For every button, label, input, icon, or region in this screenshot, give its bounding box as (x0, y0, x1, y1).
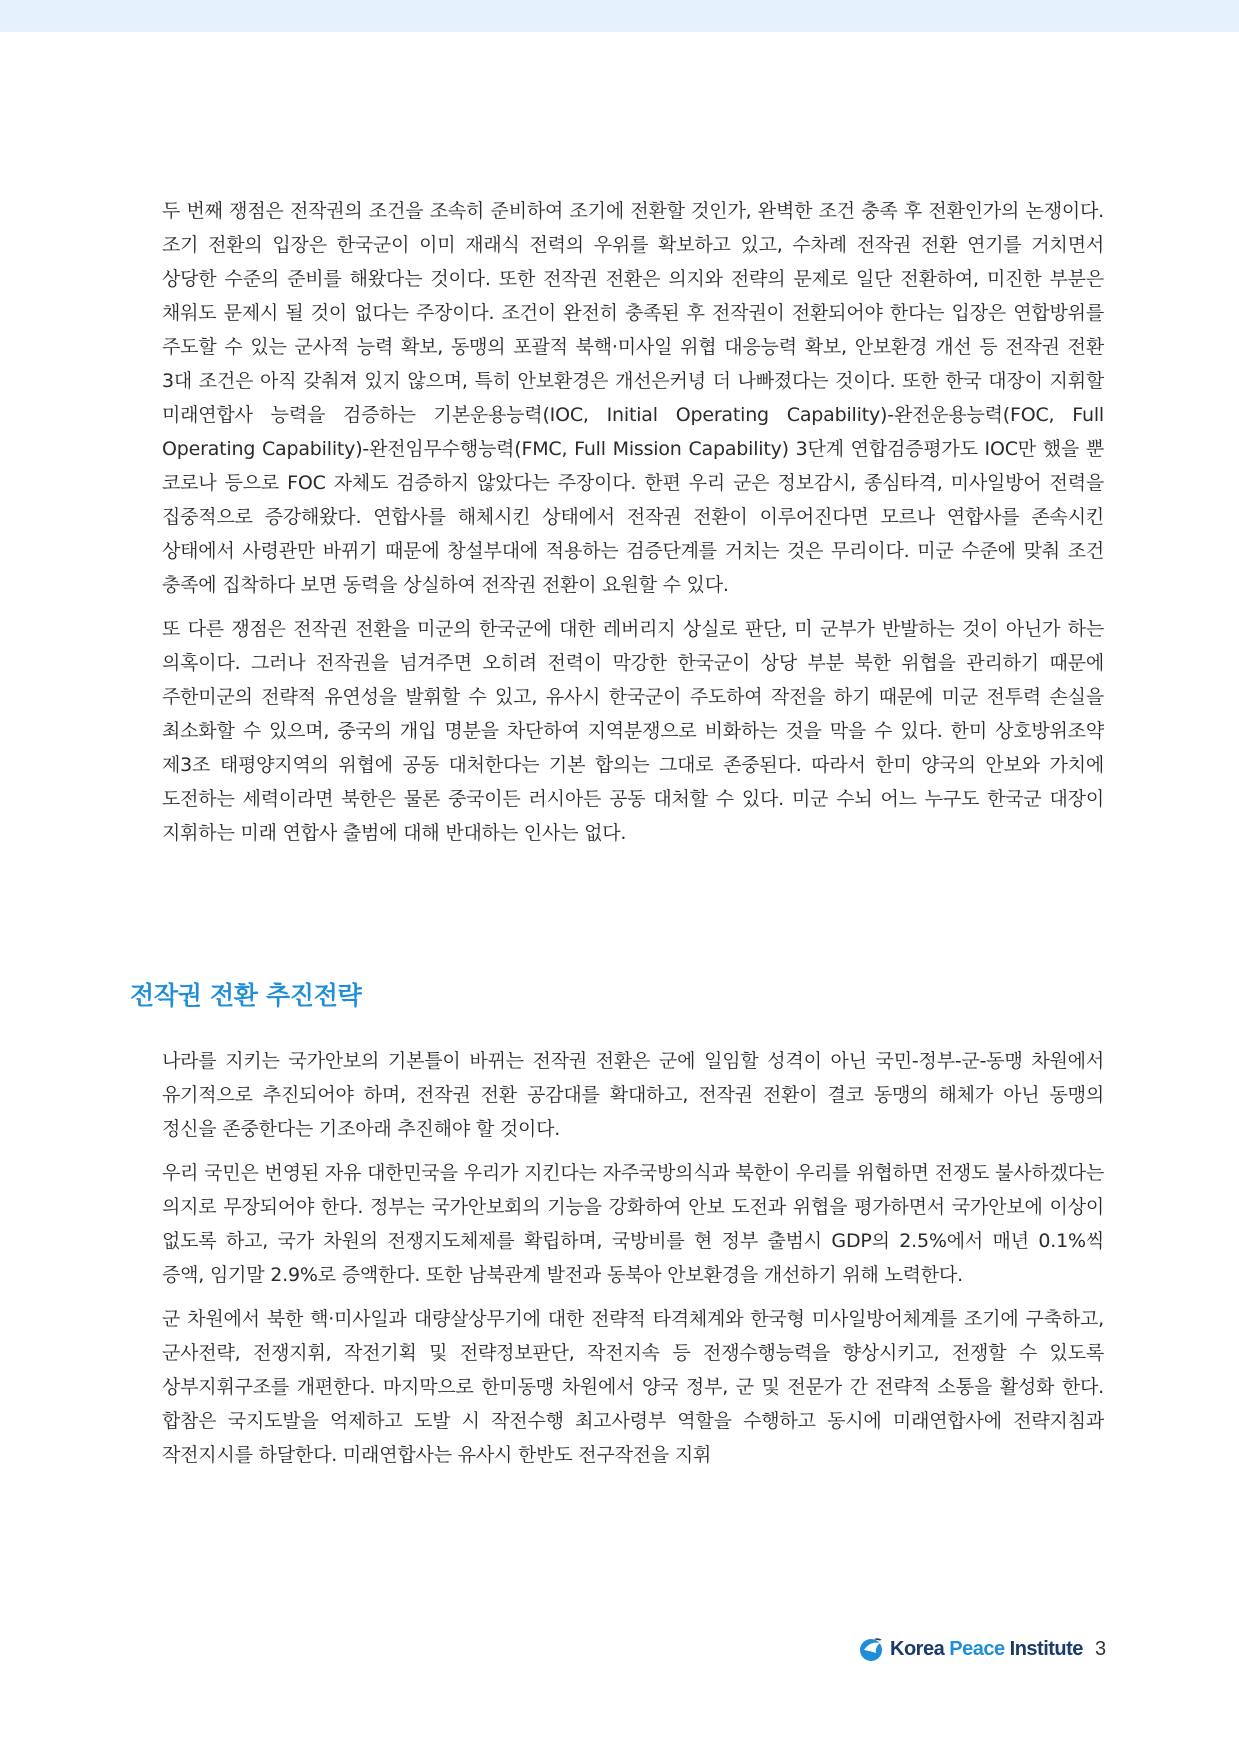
section-body-2 (162, 1044, 1104, 1482)
paragraph: 나라를 지키는 국가안보의 기본틀이 바뀌는 전작권 전환은 군에 일임할 성격이 아닌 국민-정부-군-동맹 차원에서 유기적으로 추진되어야 하며, 전작권 전환 공감대를 확대하고, 전작권 전환이 결코 동맹의 해체가 아닌 동맹의 정신을 존중한다는 기조아래 추진해야 할 것이다. (162, 1050, 1104, 1140)
page-number: 3 (1094, 1637, 1107, 1660)
paragraph: 군 차원에서 북한 핵·미사일과 대량살상무기에 대한 전략적 타격체계와 한국형 미사일방어체계를 조기에 구축하고, 군사전략, 전쟁지휘, 작전기획 및 전략정보판단, 작전지속 등 전쟁수행능력을 향상시키고, 전쟁할 수 있도록 상부지휘구조를 개편한다. 마지막으로 한미동맹 차원에서 양국 정부, 군 및 전문가 간 전략적 소통을 활성화 한다. 합참은 국지도발을 억제하고 도발 시 작전수행 최고사령부 역할을 수행하고 동시에 미래연합사에 전략지침과 작전지시를 하달한다. 미래연합사는 유사시 한반도 전구작전을 지휘 (162, 1308, 1104, 1466)
paragraph: 두 번째 쟁점은 전작권의 조건을 조속히 준비하여 조기에 전환할 것인가, 완벽한 조건 충족 후 전환인가의 논쟁이다. 조기 전환의 입장은 한국군이 이미 재래식 전력의 우위를 확보하고 있고, 수차례 전작권 전환 연기를 거치면서 상당한 수준의 준비를 해왔다는 것이다. 또한 전작권 전환은 의지와 전략의 문제로 일단 전환하여, 미진한 부분은 채워도 문제시 될 것이 없다는 주장이다. 조건이 완전히 충족된 후 전작권이 전환되어야 한다는 입장은 연합방위를 주도할 수 있는 군사적 능력 확보, 동맹의 포괄적 북핵·미사일 위협 대응능력 확보, 안보환경 개선 등 전작권 전환 3대 조건은 아직 갖춰져 있지 않으며, 특히 안보환경은 개선은커녕 더 나빠졌다는 것이다. 또한 한국 대장이 지휘할 미래연합사 능력을 검증하는 기본운용능력(IOC, Initial Operating Capability)-완전운용능력(FOC, Full Operating Capability)-완전임무수행능력(FMC, Full Mission Capability) 3단계 연합검증평가도 IOC만 했을 뿐 코로나 등으로 FOC 자체도 검증하지 않았다는 주장이다. 한편 우리 군은 정보감시, 종심타격, 미사일방어 전력을 집중적으로 증강해왔다. 연합사를 해체시킨 상태에서 전작권 전환이 이루어진다면 모르나 연합사를 존속시킨 상태에서 사령관만 바뀌기 때문에 창설부대에 적용하는 검증단계를 거치는 것은 무리이다. 미군 수준에 맞춰 조건 충족에 집착하다 보면 동력을 상실하여 전작권 전환이 요원할 수 있다. (162, 200, 1104, 596)
paragraph: 우리 국민은 번영된 자유 대한민국을 우리가 지킨다는 자주국방의식과 북한이 우리를 위협하면 전쟁도 불사하겠다는 의지로 무장되어야 한다. 정부는 국가안보회의 기능을 강화하여 안보 도전과 위협을 평가하면서 국가안보에 이상이 없도록 하고, 국가 차원의 전쟁지도체제를 확립하며, 국방비를 현 정부 출범시 GDP의 2.5%에서 매년 0.1%씩 증액, 임기말 2.9%로 증액한다. 또한 남북관계 발전과 동북아 안보환경을 개선하기 위해 노력한다. (162, 1162, 1104, 1286)
dove-logo-icon (858, 1635, 886, 1663)
section-body-1 (162, 194, 1104, 860)
paragraph: 또 다른 쟁점은 전작권 전환을 미군의 한국군에 대한 레버리지 상실로 판단, 미 군부가 반발하는 것이 아닌가 하는 의혹이다. 그러나 전작권을 넘겨주면 오히려 전력이 막강한 한국군이 상당 부분 북한 위협을 관리하기 때문에 주한미군의 전략적 유연성을 발휘할 수 있고, 유사시 한국군이 주도하여 작전을 하기 때문에 미군 전투력 손실을 최소화할 수 있으며, 중국의 개입 명분을 차단하여 지역분쟁으로 비화하는 것을 막을 수 있다. 한미 상호방위조약 제3조 태평양지역의 위협에 공동 대처한다는 기본 합의는 그대로 존중된다. 따라서 한미 양국의 안보와 가치에 도전하는 세력이라면 북한은 물론 중국이든 러시아든 공동 대처할 수 있다. 미군 수뇌 어느 누구도 한국군 대장이 지휘하는 미래 연합사 출범에 대해 반대하는 인사는 없다. (162, 618, 1104, 844)
section-heading: 전작권 전환 추진전략 (130, 981, 362, 1010)
logo-wordmark: Korea Peace Institute (890, 1637, 1083, 1660)
page-footer (858, 1633, 1106, 1665)
top-band (0, 0, 1239, 32)
